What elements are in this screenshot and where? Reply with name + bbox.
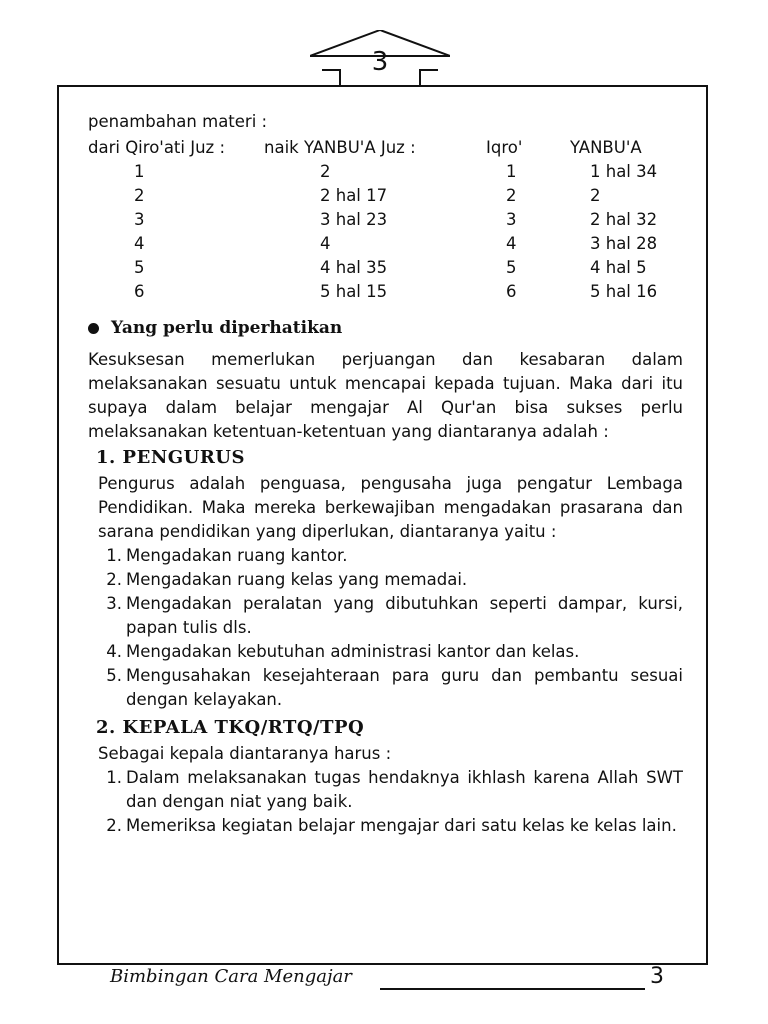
section2-paragraph: Sebagai kepala diantaranya harus : (98, 744, 392, 763)
section2-body (98, 742, 683, 838)
table-cell: 4 (320, 234, 331, 253)
table-cell: 2 hal 32 (590, 210, 658, 229)
table-cell: 5 hal 15 (320, 282, 388, 301)
table-cell: 3 hal 28 (590, 234, 658, 253)
table-cell: 5 (506, 258, 517, 277)
table-cell: 5 (134, 258, 145, 277)
table-cell: 1 (134, 162, 145, 181)
list-item-number: 2. (106, 570, 122, 589)
table-cell: 1 hal 34 (590, 162, 658, 181)
list-item-number: 2. (106, 816, 122, 835)
table-cell: 3 (134, 210, 145, 229)
list-item (98, 592, 683, 640)
list-item-number: 4. (106, 642, 122, 661)
list-item-number: 3. (106, 594, 122, 613)
bullet-icon (88, 323, 99, 334)
page-content (88, 110, 683, 838)
list-item (98, 544, 683, 568)
list-item-text: Mengadakan ruang kelas yang memadai. (126, 570, 468, 589)
juz-table (88, 136, 683, 304)
table-row (88, 280, 683, 304)
list-item-number: 5. (106, 666, 122, 685)
table-cell: 2 hal 17 (320, 186, 388, 205)
header-yanbua: YANBU'A (570, 138, 642, 157)
footer-title: Bimbingan Cara Mengajar (110, 966, 352, 987)
header-iqro: Iqro' (486, 138, 523, 157)
header-yanbua-juz: naik YANBU'A Juz : (264, 138, 416, 157)
section2-list (98, 766, 683, 838)
table-cell: 4 hal 5 (590, 258, 647, 277)
table-cell: 4 (134, 234, 145, 253)
list-item-text: Dalam melaksanakan tugas hendaknya ikhlash karena Allah SWT dan dengan niat yang baik. (126, 768, 683, 811)
table-cell: 3 hal 23 (320, 210, 388, 229)
list-item (98, 568, 683, 592)
list-item (98, 766, 683, 814)
list-item (98, 814, 683, 838)
table-cell: 4 (506, 234, 517, 253)
notice-paragraph: Kesuksesan memerlukan perjuangan dan kesabaran dalam melaksanakan sesuatu untuk mencapai kepada tujuan. Maka dari itu supaya dalam belajar mengajar Al Qur'an bisa sukses perlu melaksanakan ketentuan-ketentuan yang diantaranya adalah : (88, 350, 683, 441)
list-item (98, 664, 683, 712)
section1-heading: 1. PENGURUS (96, 447, 245, 468)
table-cell: 2 (590, 186, 601, 205)
footer-rule (380, 988, 645, 990)
section1-list (98, 544, 683, 712)
table-row (88, 160, 683, 184)
page-footer (110, 960, 670, 996)
table-cell: 2 (320, 162, 331, 181)
list-item-text: Memeriksa kegiatan belajar mengajar dari satu kelas ke kelas lain. (126, 816, 677, 835)
table-cell: 6 (134, 282, 145, 301)
table-cell: 2 (134, 186, 145, 205)
list-item-number: 1. (106, 546, 122, 565)
table-cell: 6 (506, 282, 517, 301)
table-cell: 2 (506, 186, 517, 205)
section2-heading: 2. KEPALA TKQ/RTQ/TPQ (96, 717, 365, 738)
table-header-row (88, 136, 683, 160)
footer-page-number: 3 (650, 964, 664, 989)
table-row (88, 208, 683, 232)
table-row (88, 184, 683, 208)
header-qiroati: dari Qiro'ati Juz : (88, 138, 226, 157)
section1-body (98, 472, 683, 712)
table-cell: 3 (506, 210, 517, 229)
table-row (88, 256, 683, 280)
list-item-number: 1. (106, 768, 122, 787)
table-cell: 5 hal 16 (590, 282, 658, 301)
page-number: 3 (371, 47, 389, 77)
section1-paragraph: Pengurus adalah penguasa, pengusaha juga pengatur Lembaga Pendidikan. Maka mereka berkewajiban mengadakan prasarana dan sarana pendidikan yang diperlukan, diantaranya yaitu : (98, 474, 683, 541)
table-row (88, 232, 683, 256)
table-cell: 1 (506, 162, 517, 181)
intro-text: penambahan materi : (88, 112, 268, 131)
notice-heading-text: Yang perlu diperhatikan (111, 318, 343, 338)
list-item-text: Mengusahakan kesejahteraan para guru dan pembantu sesuai dengan kelayakan. (126, 666, 683, 709)
notice-heading (88, 316, 683, 340)
list-item-text: Mengadakan kebutuhan administrasi kantor dan kelas. (126, 642, 580, 661)
list-item-text: Mengadakan peralatan yang dibutuhkan seperti dampar, kursi, papan tulis dls. (126, 594, 683, 637)
list-item (98, 640, 683, 664)
table-cell: 4 hal 35 (320, 258, 388, 277)
list-item-text: Mengadakan ruang kantor. (126, 546, 348, 565)
